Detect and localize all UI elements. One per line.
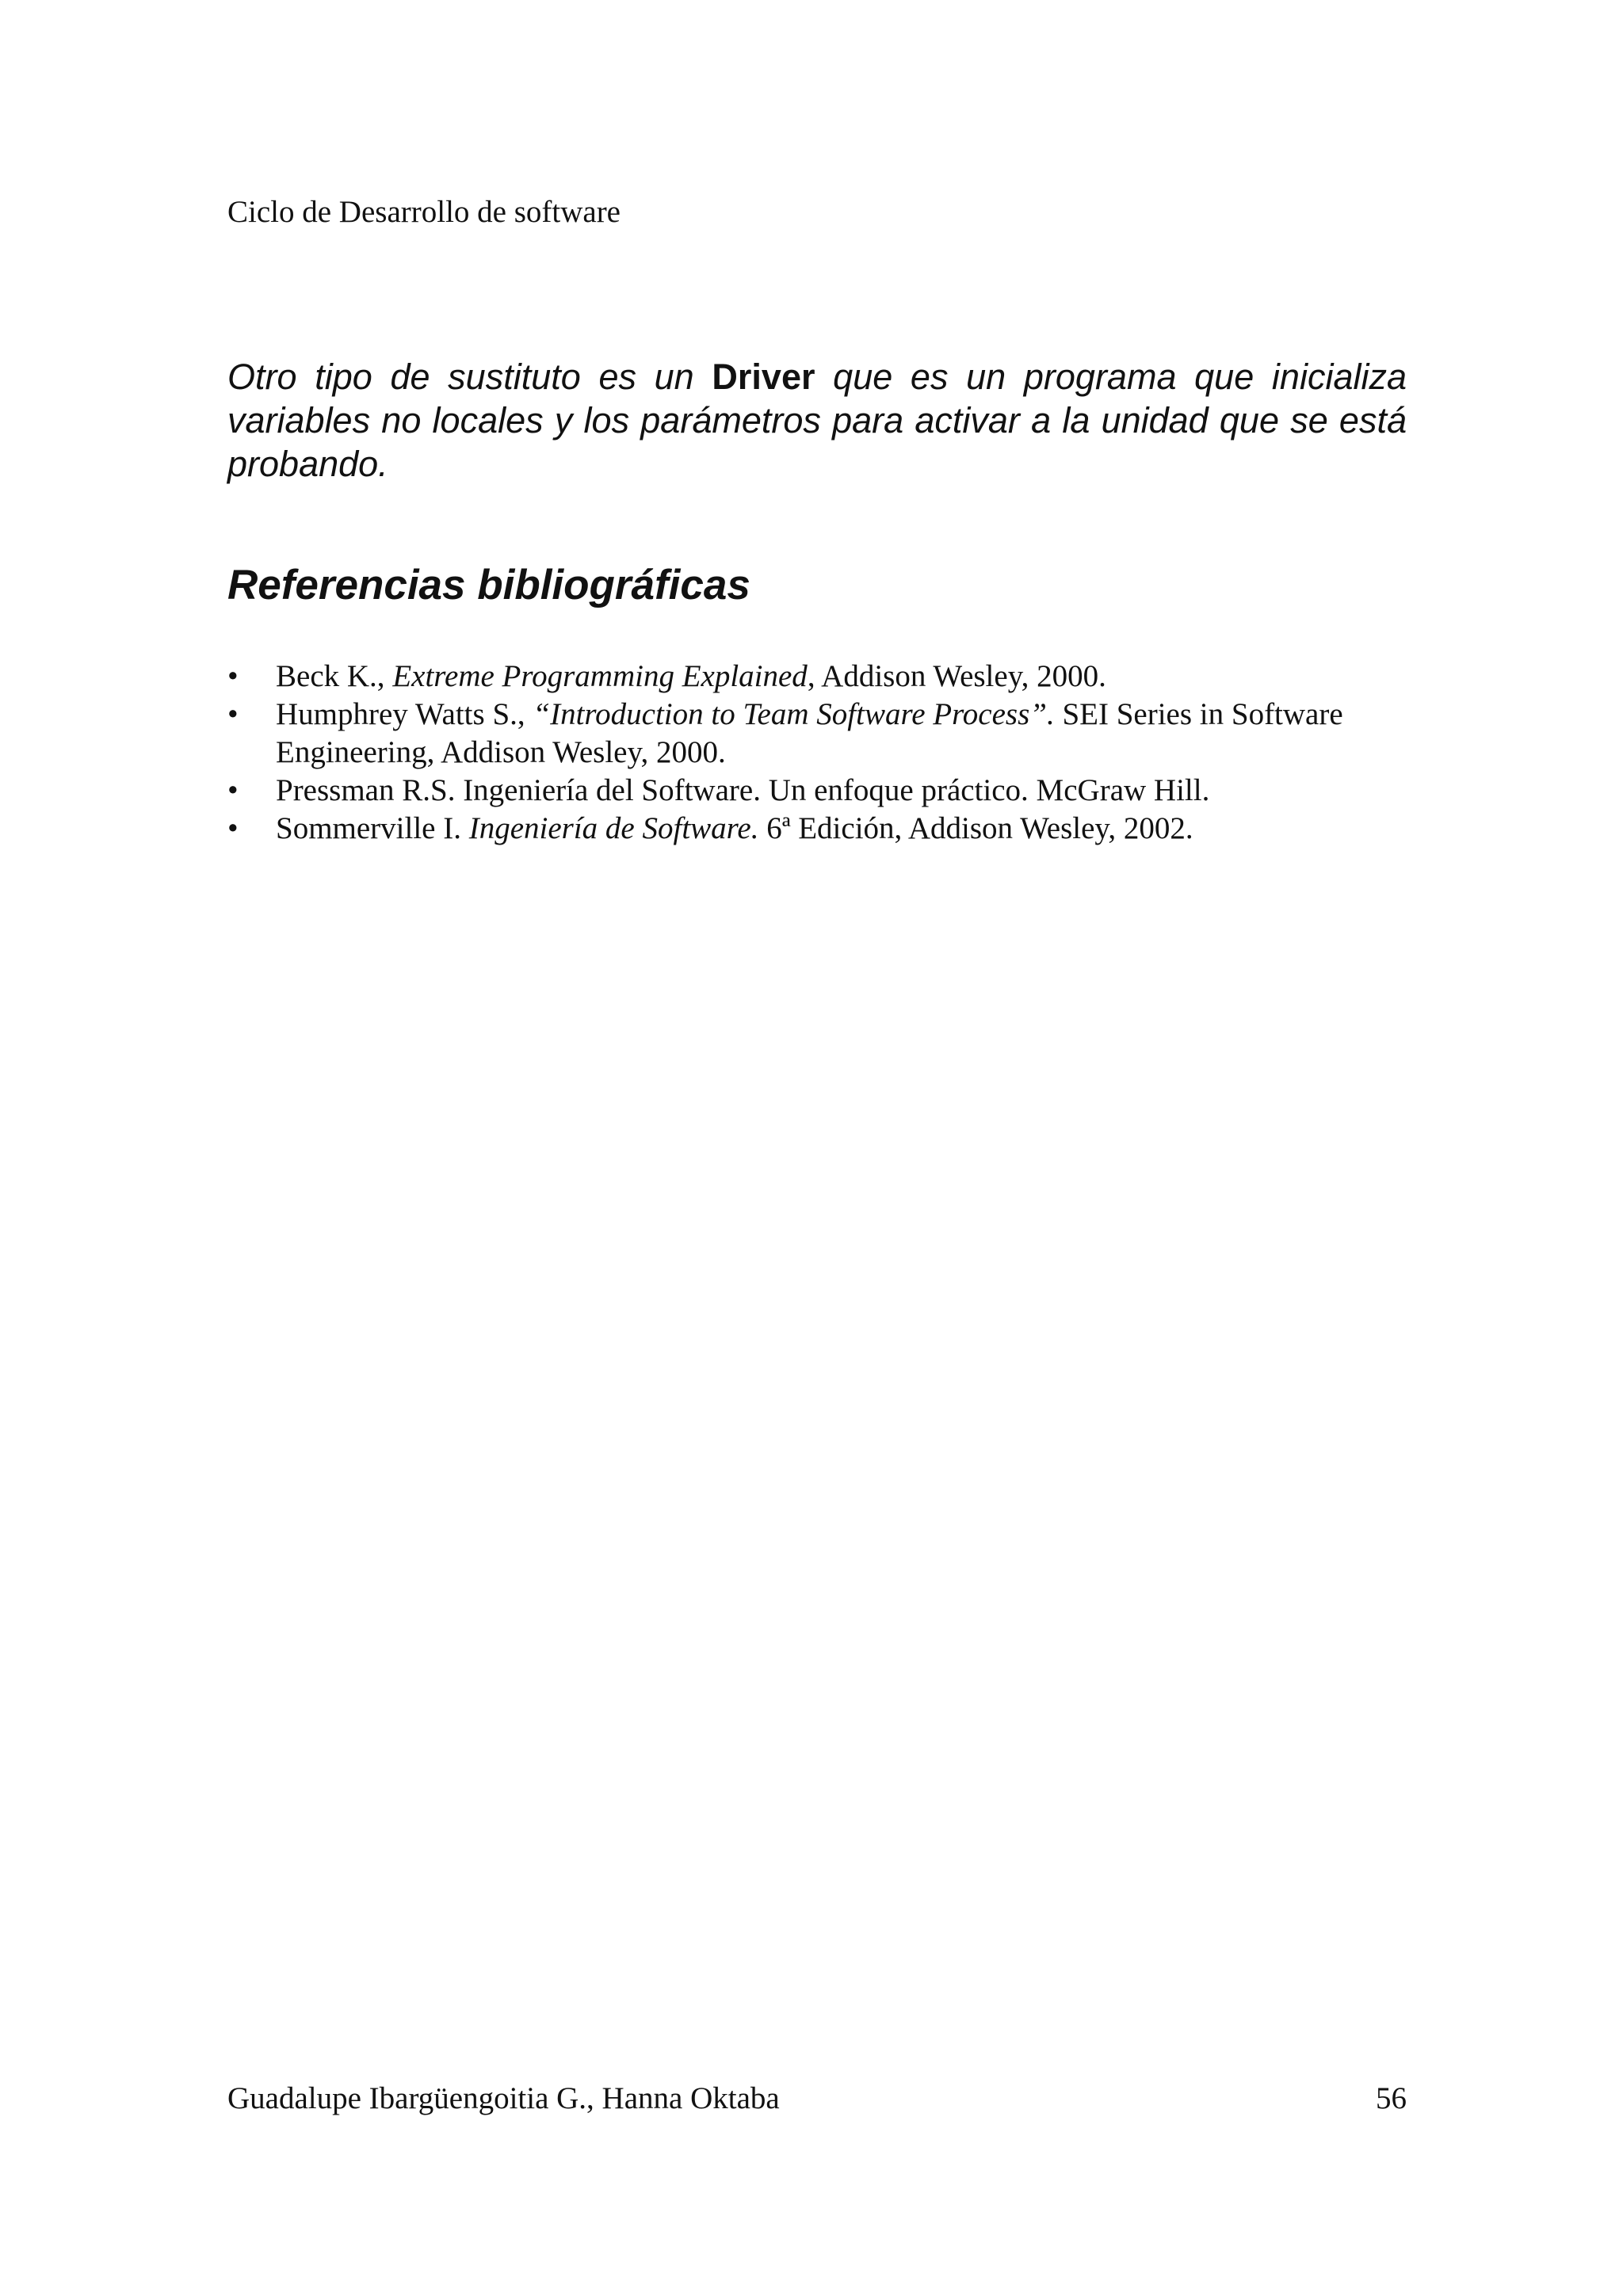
footer-authors: Guadalupe Ibargüengoitia G., Hanna Oktaba [227, 2081, 780, 2115]
reference-item [227, 810, 1407, 848]
running-header: Ciclo de Desarrollo de software [227, 195, 621, 229]
bullet-icon: • [227, 773, 239, 807]
reference-title: Extreme Programming Explained [392, 659, 808, 693]
running-footer [227, 2080, 1407, 2118]
bullet-icon: • [227, 697, 239, 731]
page-number: 56 [1376, 2081, 1407, 2115]
reference-title: “Introduction to Team Software Process”. [533, 697, 1055, 731]
reference-item [227, 696, 1407, 772]
reference-text: Beck K., Extreme Programming Explained, Addison Wesley, 2000. [276, 659, 1106, 693]
reference-text: Sommerville I. Ingeniería de Software. 6ª Edición, Addison Wesley, 2002. [276, 811, 1193, 845]
reference-text: Pressman R.S. Ingeniería del Software. Un enfoque práctico. McGraw Hill. [276, 773, 1210, 807]
paragraph-bold-term: Driver [712, 357, 815, 397]
reference-item [227, 658, 1407, 696]
reference-title: Ingeniería de Software. [468, 811, 759, 845]
reference-item [227, 772, 1407, 810]
bullet-icon: • [227, 659, 239, 693]
references-list [227, 658, 1407, 848]
bullet-icon: • [227, 811, 239, 845]
paragraph-text-start: Otro tipo de sustituto es un [227, 357, 712, 397]
reference-text: Humphrey Watts S., “Introduction to Team Software Process”. SEI Series in Software Engineering, Addison Wesley, 2000. [276, 697, 1343, 769]
body-paragraph [227, 355, 1407, 486]
paragraph-text-end: que es un programa que inicializa variables no locales y los parámetros para activar a la unidad que se está probando. [227, 357, 1407, 484]
section-heading: Referencias bibliográficas [227, 562, 750, 608]
